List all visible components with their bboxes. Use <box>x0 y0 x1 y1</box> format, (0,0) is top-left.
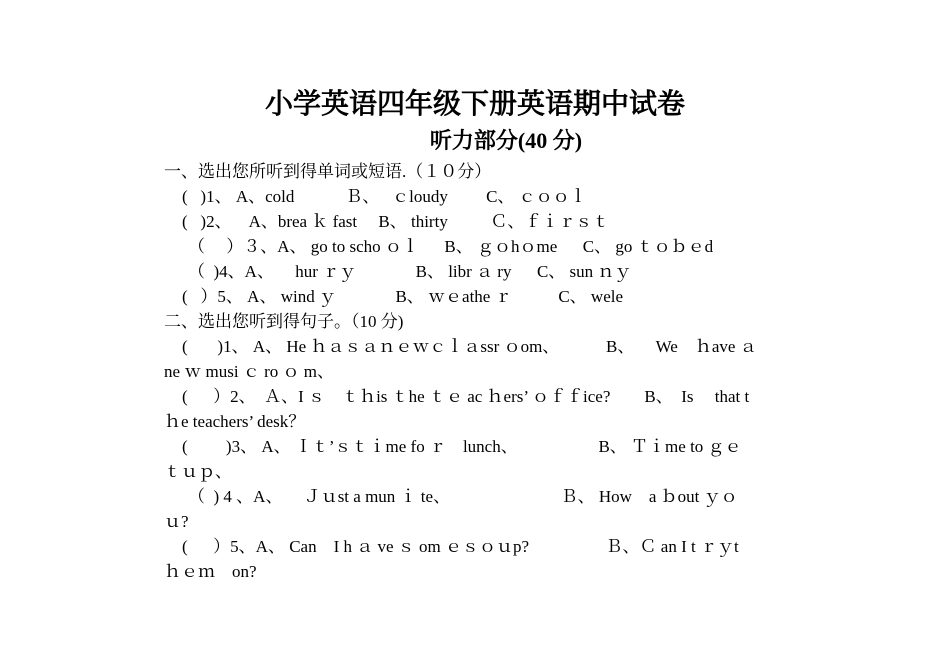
question-1-1: ( )1、 A、cold Ｂ、 ｃloudy C、 ｃｏｏｌ <box>182 187 587 206</box>
question-2-5: ( ）5、A、 Can I h ａ ve ｓ om ｅｓｏｕp? Ｂ、Ｃ an I t ｒｙt <box>182 537 739 556</box>
question-1-4: （ )4、A、 hur ｒｙ B、 libr ａ ry C、 sun ｎｙ <box>188 262 632 281</box>
question-2-1: ( )1、 A、 He ｈａｓａｎｅｗｃｌａssr ｏom、 B、 We ｈave ａ <box>182 337 757 356</box>
page-title: 小学英语四年级下册英语期中试卷 <box>264 87 685 120</box>
page-subtitle: 听力部分(40 分) <box>429 128 583 153</box>
question-2-3: ( )3、 A、 Ｉｔ’ｓｔｉme fo ｒ lunch、 B、 Ｔｉme to ｇｅ <box>182 437 742 456</box>
question-2-2-continued: ｈe teachers’ desk？ <box>164 412 306 431</box>
question-2-1-continued: ne ｗ musi ｃ ro ｏ m、 <box>164 362 334 381</box>
question-2-3-continued: ｔｕｐ、 <box>164 462 232 481</box>
question-1-3: （ ）３、A、 go to scho ｏｌ B、 ｇｏhｏme C、 go ｔｏｂｅd <box>188 237 714 256</box>
question-1-5: ( ）5、 A、 wind ｙ B、 ｗｅathe ｒ C、 wele <box>182 287 624 306</box>
section2-heading: 二、选出您听到得句子。（10 分) <box>164 312 404 331</box>
question-1-2: ( )2、 A、brea ｋ fast B、 thirty Ｃ、ｆｉｒｓｔ <box>182 212 610 231</box>
question-2-5-continued: ｈｅｍ on? <box>164 562 257 581</box>
section1-heading: 一、选出您所听到得单词或短语.（１０分） <box>164 162 492 181</box>
question-2-4-continued: ｕ? <box>164 512 189 531</box>
question-2-2: ( ）2、 Ａ、I ｓ ｔｈis ｔhe ｔｅ ac ｈers’ ｏｆｆice? B、 Is that t <box>182 387 750 406</box>
question-2-4: （ ) 4 、A、 Ｊｕst a mun ｉ te、 Ｂ、 How a ｂout ｙｏ <box>188 487 738 506</box>
